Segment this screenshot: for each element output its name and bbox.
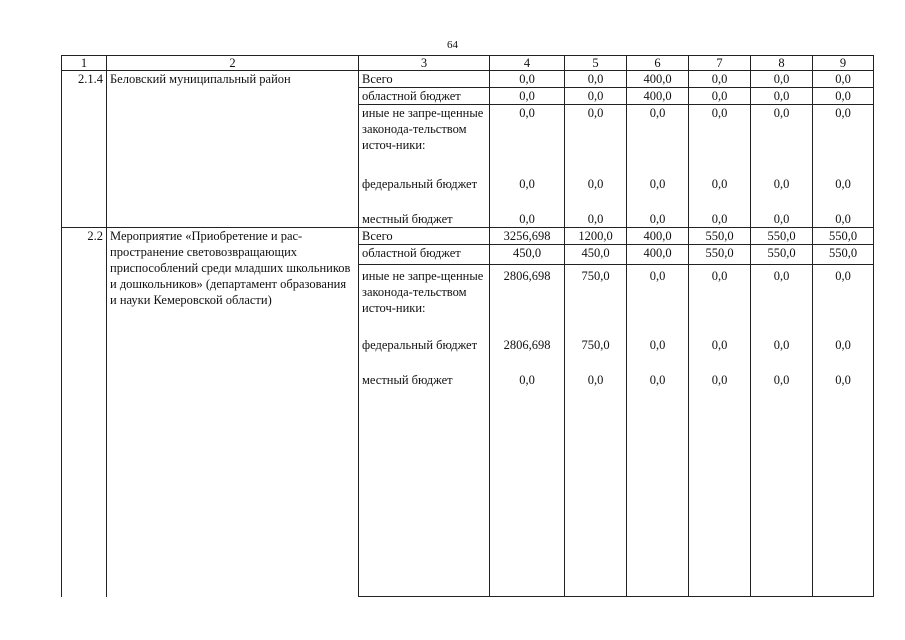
section-code: 2.1.4: [62, 71, 107, 228]
value-cell: 0,0: [689, 105, 751, 176]
value-cell: 0,0: [813, 211, 874, 228]
empty-cell: [751, 389, 813, 597]
value-cell: 0,0: [627, 105, 689, 176]
value-cell: 0,0: [490, 88, 565, 105]
value-cell: 0,0: [565, 372, 627, 389]
value-cell: 550,0: [689, 228, 751, 245]
section-name: Мероприятие «Приобретение и рас-пространение световозвращающих приспособлений среди младших школьников и дошкольников» (департамент образования и науки Кемеровской области): [107, 228, 359, 597]
value-cell: 0,0: [565, 176, 627, 211]
header-cell: 8: [751, 56, 813, 71]
value-cell: 400,0: [627, 228, 689, 245]
header-row: [62, 56, 874, 71]
source-cell: иные не запре-щенные законода-тельством источ-ники:: [359, 105, 490, 176]
empty-cell: [813, 389, 874, 597]
value-cell: 0,0: [751, 265, 813, 337]
header-cell: 9: [813, 56, 874, 71]
value-cell: 550,0: [751, 245, 813, 265]
value-cell: 0,0: [813, 88, 874, 105]
value-cell: 400,0: [627, 245, 689, 265]
value-cell: 0,0: [627, 176, 689, 211]
empty-cell: [627, 389, 689, 597]
value-cell: 0,0: [490, 211, 565, 228]
header-cell: 4: [490, 56, 565, 71]
value-cell: 750,0: [565, 265, 627, 337]
page-number: 64: [447, 39, 458, 51]
value-cell: 0,0: [490, 105, 565, 176]
value-cell: 0,0: [813, 176, 874, 211]
value-cell: 0,0: [751, 71, 813, 88]
value-cell: 0,0: [490, 71, 565, 88]
value-cell: 2806,698: [490, 337, 565, 372]
value-cell: 0,0: [627, 265, 689, 337]
value-cell: 0,0: [751, 372, 813, 389]
source-cell: федеральный бюджет: [359, 337, 490, 372]
value-cell: 0,0: [689, 337, 751, 372]
value-cell: 0,0: [689, 71, 751, 88]
value-cell: 550,0: [813, 228, 874, 245]
source-cell: областной бюджет: [359, 88, 490, 105]
empty-cell: [359, 389, 490, 597]
value-cell: 0,0: [490, 176, 565, 211]
value-cell: 0,0: [751, 176, 813, 211]
source-cell: Всего: [359, 71, 490, 88]
value-cell: 0,0: [813, 372, 874, 389]
header-cell: 7: [689, 56, 751, 71]
value-cell: 0,0: [813, 337, 874, 372]
table-row: [62, 71, 874, 88]
budget-table: [61, 55, 874, 597]
value-cell: 750,0: [565, 337, 627, 372]
source-cell: иные не запре-щенные законода-тельством источ-ники:: [359, 265, 490, 337]
value-cell: 550,0: [813, 245, 874, 265]
source-cell: федеральный бюджет: [359, 176, 490, 211]
value-cell: 550,0: [751, 228, 813, 245]
value-cell: 0,0: [627, 372, 689, 389]
value-cell: 0,0: [490, 372, 565, 389]
value-cell: 2806,698: [490, 265, 565, 337]
value-cell: 0,0: [627, 337, 689, 372]
value-cell: 450,0: [490, 245, 565, 265]
header-cell: 3: [359, 56, 490, 71]
section-code: 2.2: [62, 228, 107, 597]
source-cell: Всего: [359, 228, 490, 245]
value-cell: 0,0: [565, 211, 627, 228]
empty-cell: [565, 389, 627, 597]
header-cell: 6: [627, 56, 689, 71]
empty-cell: [689, 389, 751, 597]
value-cell: 0,0: [689, 372, 751, 389]
value-cell: 400,0: [627, 88, 689, 105]
value-cell: 3256,698: [490, 228, 565, 245]
value-cell: 0,0: [813, 71, 874, 88]
value-cell: 0,0: [751, 88, 813, 105]
section-name: Беловский муниципальный район: [107, 71, 359, 228]
source-cell: областной бюджет: [359, 245, 490, 265]
value-cell: 0,0: [751, 105, 813, 176]
header-cell: 1: [62, 56, 107, 71]
value-cell: 0,0: [565, 88, 627, 105]
value-cell: 0,0: [751, 211, 813, 228]
value-cell: 550,0: [689, 245, 751, 265]
source-cell: местный бюджет: [359, 211, 490, 228]
empty-cell: [490, 389, 565, 597]
header-cell: 2: [107, 56, 359, 71]
header-cell: 5: [565, 56, 627, 71]
value-cell: 0,0: [751, 337, 813, 372]
value-cell: 0,0: [689, 265, 751, 337]
value-cell: 0,0: [565, 71, 627, 88]
value-cell: 0,0: [627, 211, 689, 228]
value-cell: 400,0: [627, 71, 689, 88]
value-cell: 0,0: [813, 105, 874, 176]
value-cell: 0,0: [689, 88, 751, 105]
value-cell: 1200,0: [565, 228, 627, 245]
value-cell: 0,0: [813, 265, 874, 337]
value-cell: 0,0: [689, 211, 751, 228]
value-cell: 0,0: [565, 105, 627, 176]
value-cell: 450,0: [565, 245, 627, 265]
value-cell: 0,0: [689, 176, 751, 211]
table-row: [62, 228, 874, 245]
source-cell: местный бюджет: [359, 372, 490, 389]
